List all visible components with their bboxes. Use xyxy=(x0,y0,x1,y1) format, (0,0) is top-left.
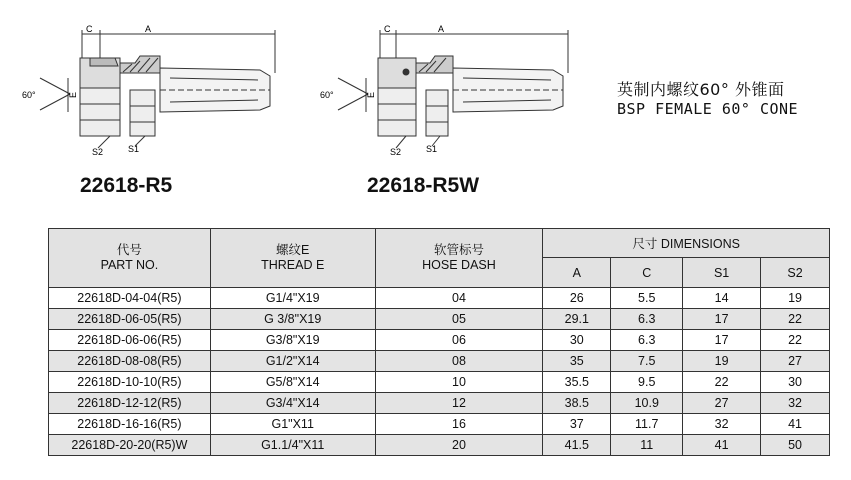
table-row xyxy=(49,288,830,309)
description-english: BSP FEMALE 60° CONE xyxy=(617,100,799,118)
s1-label: S1 xyxy=(128,144,140,154)
table-body xyxy=(49,288,830,456)
table-row xyxy=(49,372,830,393)
cell-s1: 41 xyxy=(683,435,761,456)
cell-c: 10.9 xyxy=(611,393,683,414)
cell-s2: 22 xyxy=(761,309,830,330)
cell-s2: 41 xyxy=(761,414,830,435)
header-part-no: 代号 PART NO. xyxy=(49,229,211,288)
angle-label: 60° xyxy=(320,90,334,100)
cell-c: 7.5 xyxy=(611,351,683,372)
cell-a: 30 xyxy=(543,330,611,351)
header-s2: S2 xyxy=(761,258,830,288)
cell-thread: G3/8"X19 xyxy=(210,330,375,351)
s1-label: S1 xyxy=(426,144,438,154)
cell-c: 5.5 xyxy=(611,288,683,309)
fitting-drawing-r5w xyxy=(318,18,588,168)
dim-c-label: C xyxy=(384,24,391,34)
dim-e-label: E xyxy=(366,91,376,98)
table-row xyxy=(49,351,830,372)
model-name-r5: 22618-R5 xyxy=(80,174,173,197)
cell-part: 22618D-20-20(R5)W xyxy=(49,435,211,456)
cell-s2: 50 xyxy=(761,435,830,456)
dim-e-label: E xyxy=(68,91,78,98)
table-row xyxy=(49,393,830,414)
model-name-r5w: 22618-R5W xyxy=(367,174,480,197)
cell-thread: G1/4"X19 xyxy=(210,288,375,309)
cell-c: 6.3 xyxy=(611,330,683,351)
table-row xyxy=(49,330,830,351)
header-c: C xyxy=(611,258,683,288)
cell-thread: G1"X11 xyxy=(210,414,375,435)
table-row xyxy=(49,435,830,456)
cell-c: 11.7 xyxy=(611,414,683,435)
cell-s1: 14 xyxy=(683,288,761,309)
cell-part: 22618D-04-04(R5) xyxy=(49,288,211,309)
cell-a: 41.5 xyxy=(543,435,611,456)
cell-part: 22618D-06-05(R5) xyxy=(49,309,211,330)
fitting-drawing-r5 xyxy=(20,18,290,168)
cell-hose: 16 xyxy=(375,414,543,435)
cell-thread: G1/2"X14 xyxy=(210,351,375,372)
dim-c-label: C xyxy=(86,24,93,34)
cell-hose: 20 xyxy=(375,435,543,456)
cell-s1: 27 xyxy=(683,393,761,414)
cell-hose: 12 xyxy=(375,393,543,414)
cell-thread: G 3/8"X19 xyxy=(210,309,375,330)
cell-thread: G5/8"X14 xyxy=(210,372,375,393)
table-row xyxy=(49,309,830,330)
cell-s1: 32 xyxy=(683,414,761,435)
cell-part: 22618D-12-12(R5) xyxy=(49,393,211,414)
cell-s2: 32 xyxy=(761,393,830,414)
cell-a: 29.1 xyxy=(543,309,611,330)
cell-a: 38.5 xyxy=(543,393,611,414)
cell-s2: 22 xyxy=(761,330,830,351)
cell-s1: 22 xyxy=(683,372,761,393)
s2-label: S2 xyxy=(390,147,402,157)
cell-a: 35.5 xyxy=(543,372,611,393)
cell-a: 37 xyxy=(543,414,611,435)
header-thread: 螺纹E THREAD E xyxy=(210,229,375,288)
header-a: A xyxy=(543,258,611,288)
cell-thread: G3/4"X14 xyxy=(210,393,375,414)
cell-hose: 06 xyxy=(375,330,543,351)
cell-c: 6.3 xyxy=(611,309,683,330)
dim-a-label: A xyxy=(145,24,152,34)
header-hose-dash: 软管标号 HOSE DASH xyxy=(375,229,543,288)
cell-a: 26 xyxy=(543,288,611,309)
cell-s1: 17 xyxy=(683,330,761,351)
cell-s2: 27 xyxy=(761,351,830,372)
cell-hose: 04 xyxy=(375,288,543,309)
description-chinese: 英制内螺纹60° 外锥面 xyxy=(617,80,785,99)
cell-hose: 05 xyxy=(375,309,543,330)
s2-label: S2 xyxy=(92,147,104,157)
cell-part: 22618D-08-08(R5) xyxy=(49,351,211,372)
cell-c: 9.5 xyxy=(611,372,683,393)
cell-part: 22618D-06-06(R5) xyxy=(49,330,211,351)
cell-s2: 30 xyxy=(761,372,830,393)
cell-s1: 19 xyxy=(683,351,761,372)
cell-s1: 17 xyxy=(683,309,761,330)
dimensions-table xyxy=(48,228,830,456)
header-s1: S1 xyxy=(683,258,761,288)
cell-thread: G1.1/4"X11 xyxy=(210,435,375,456)
cell-s2: 19 xyxy=(761,288,830,309)
cell-part: 22618D-16-16(R5) xyxy=(49,414,211,435)
dim-a-label: A xyxy=(438,24,445,34)
angle-label: 60° xyxy=(22,90,36,100)
cell-a: 35 xyxy=(543,351,611,372)
cell-c: 11 xyxy=(611,435,683,456)
cell-part: 22618D-10-10(R5) xyxy=(49,372,211,393)
header-dimensions: 尺寸 DIMENSIONS xyxy=(543,229,830,258)
table-row xyxy=(49,414,830,435)
cell-hose: 10 xyxy=(375,372,543,393)
cell-hose: 08 xyxy=(375,351,543,372)
